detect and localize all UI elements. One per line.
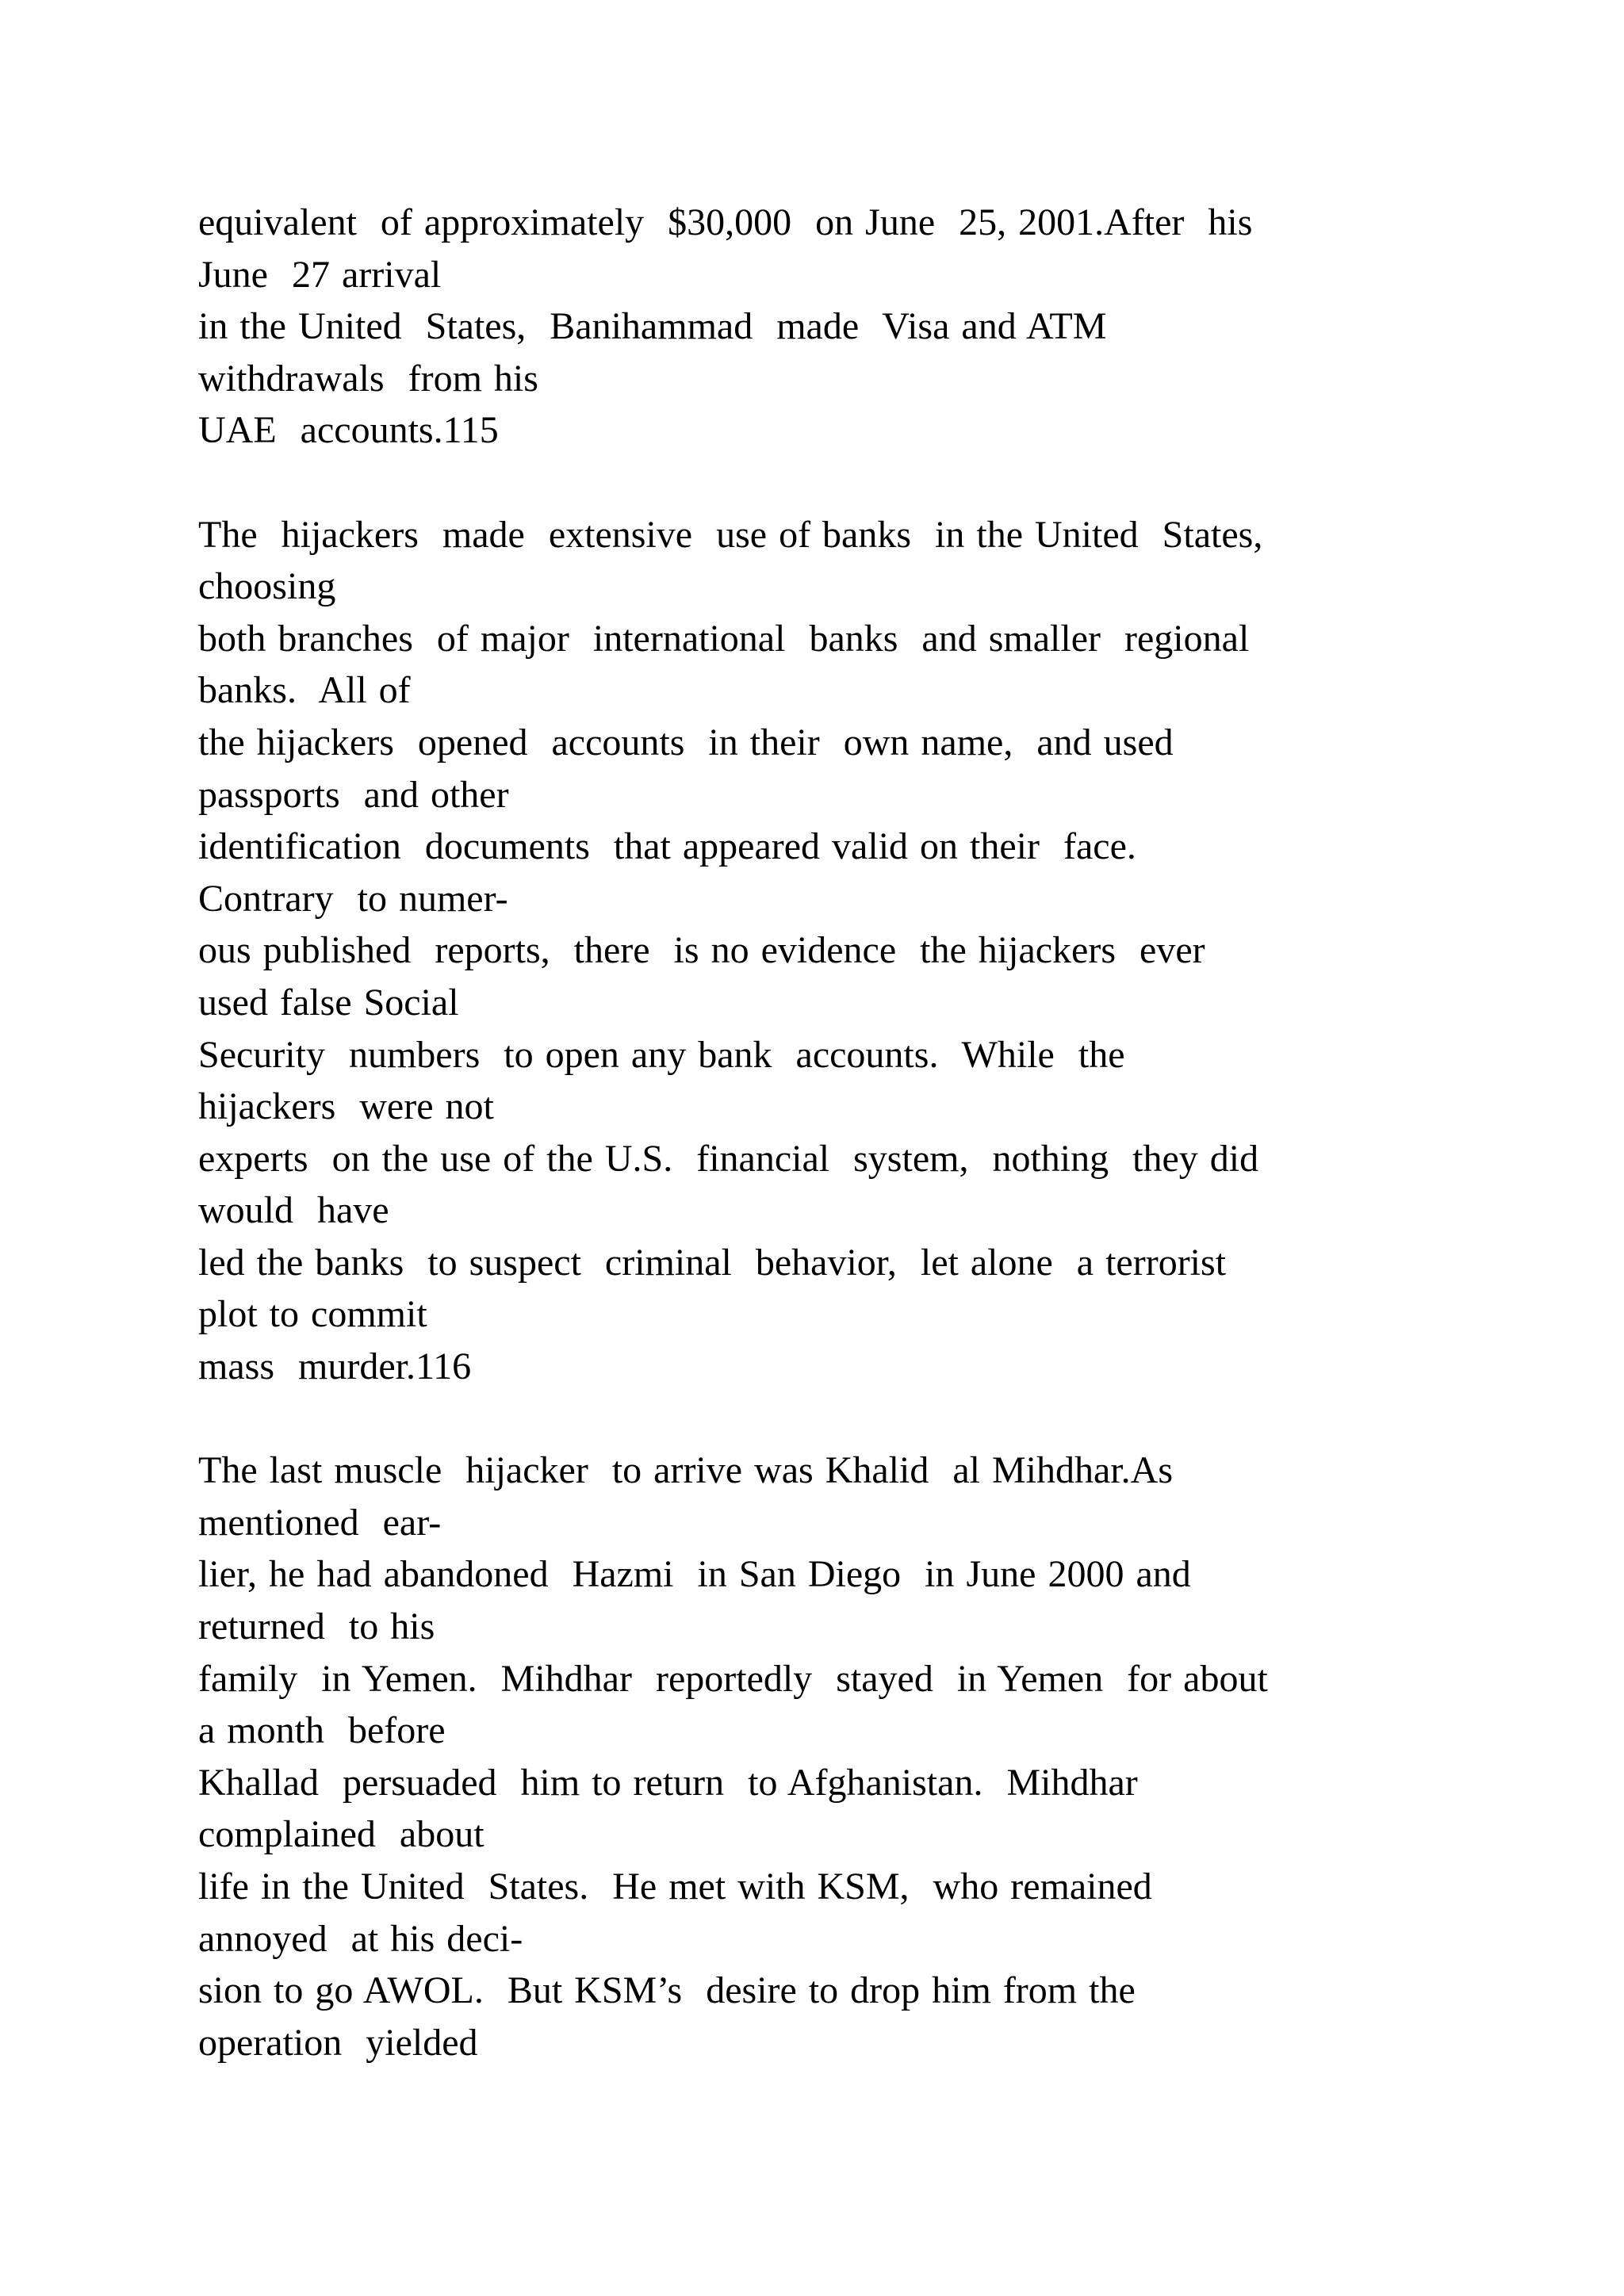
text-line: mass murder.116: [198, 1345, 472, 1388]
text-line: family in Yemen. Mihdhar reportedly stayed in Yemen for about: [198, 1657, 1268, 1700]
text-line: choosing: [198, 565, 336, 608]
text-line: sion to go AWOL. But KSM’s desire to drop him from the: [198, 1969, 1136, 2012]
text-line: complained about: [198, 1813, 485, 1856]
text-line: lier, he had abandoned Hazmi in San Diego in June 2000 and: [198, 1553, 1191, 1596]
text-line: Khallad persuaded him to return to Afghanistan. Mihdhar: [198, 1761, 1138, 1804]
text-line: The last muscle hijacker to arrive was Khalid al Mihdhar.As: [198, 1449, 1173, 1492]
text-line: operation yielded: [198, 2021, 478, 2064]
text-line: UAE accounts.115: [198, 409, 499, 452]
text-line: experts on the use of the U.S. financial system, nothing they did: [198, 1137, 1259, 1180]
text-line: banks. All of: [198, 669, 411, 712]
text-line: hijackers were not: [198, 1085, 494, 1128]
text-line: equivalent of approximately $30,000 on June 25, 2001.After his: [198, 201, 1253, 243]
paragraph-gap: [198, 1393, 1507, 1445]
document-body: [198, 197, 1507, 2068]
text-line: in the United States, Banihammad made Visa and ATM: [198, 305, 1107, 348]
paragraph: [198, 1445, 1507, 2068]
text-line: a month before: [198, 1709, 446, 1752]
text-line: passports and other: [198, 773, 509, 816]
text-line: returned to his: [198, 1605, 435, 1648]
text-line: identification documents that appeared valid on their face.: [198, 825, 1136, 868]
text-line: would have: [198, 1189, 389, 1232]
paragraph: [198, 509, 1507, 1393]
text-line: both branches of major international banks and smaller regional: [198, 617, 1250, 660]
text-line: plot to commit: [198, 1293, 427, 1336]
text-line: used false Social: [198, 981, 459, 1024]
text-line: Contrary to numer-: [198, 877, 508, 920]
text-line: mentioned ear-: [198, 1501, 442, 1544]
text-line: led the banks to suspect criminal behavior, let alone a terrorist: [198, 1241, 1227, 1284]
text-line: June 27 arrival: [198, 253, 442, 296]
text-line: the hijackers opened accounts in their own name, and used: [198, 721, 1174, 763]
text-line: ous published reports, there is no evidence the hijackers ever: [198, 929, 1205, 972]
text-line: life in the United States. He met with KSM, who remained: [198, 1866, 1152, 1908]
paragraph-gap: [198, 457, 1507, 509]
text-line: withdrawals from his: [198, 357, 538, 400]
text-line: Security numbers to open any bank accounts. While the: [198, 1033, 1125, 1076]
text-line: The hijackers made extensive use of banks in the United States,: [198, 513, 1263, 556]
text-line: annoyed at his deci-: [198, 1917, 523, 1960]
paragraph: [198, 197, 1507, 457]
